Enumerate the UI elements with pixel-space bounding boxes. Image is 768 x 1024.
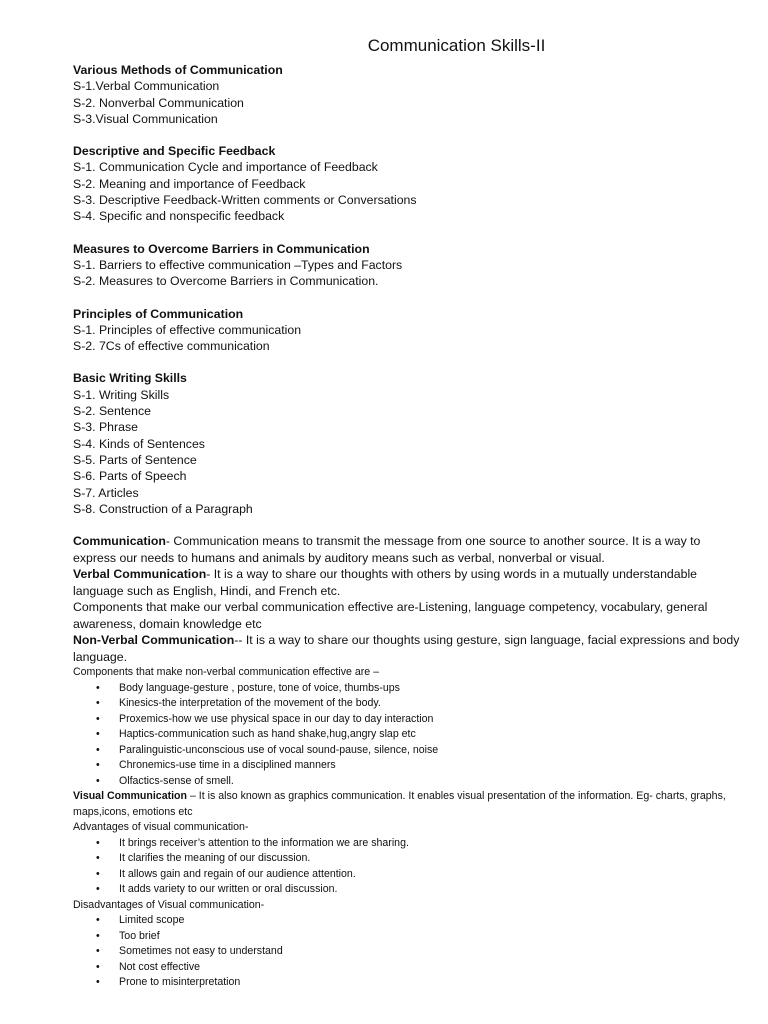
section-principles — [73, 306, 740, 355]
section-item: S-1. Barriers to effective communication –Types and Factors — [73, 257, 403, 272]
section-feedback — [73, 143, 740, 224]
list-item: • It clarifies the meaning of our discussion. — [96, 851, 740, 867]
visual-definition: – It is also known as graphics communication. It enables visual presentation of the information. Eg- charts, graphs, maps,icons, emotions etc — [73, 790, 726, 818]
disadvantages-list — [73, 913, 740, 991]
list-item: • Prone to misinterpretation — [96, 975, 740, 991]
nonverbal-list — [73, 681, 740, 790]
section-item: S-1. Principles of effective communication — [73, 322, 302, 337]
section-item: S-8. Construction of a Paragraph — [73, 501, 253, 516]
list-item: • Haptics-communication such as hand shake,hug,angry slap etc — [96, 727, 740, 743]
section-item: S-2. Measures to Overcome Barriers in Communication. — [73, 274, 379, 289]
communication-definition: - Communication means to transmit the message from one source to another source. It is a way to express our needs to humans and animals by auditory means such as verbal, nonverbal or visual. — [73, 534, 701, 565]
list-item: • It allows gain and regain of our audience attention. — [96, 867, 740, 883]
section-heading: Descriptive and Specific Feedback — [73, 144, 276, 159]
page-title: Communication Skills-II — [367, 36, 546, 55]
nonverbal-paragraph — [73, 632, 740, 665]
visual-paragraph — [73, 789, 740, 820]
list-item: • Kinesics-the interpretation of the movement of the body. — [96, 696, 740, 712]
list-item: • Paralinguistic-unconscious use of vocal sound-pause, silence, noise — [96, 743, 740, 759]
section-item: S-7. Articles — [73, 485, 139, 500]
section-item: S-4. Kinds of Sentences — [73, 436, 205, 451]
list-item: • It brings receiver’s attention to the information we are sharing. — [96, 836, 740, 852]
list-item: • Sometimes not easy to understand — [96, 944, 740, 960]
section-item: S-2. Meaning and importance of Feedback — [73, 176, 306, 191]
disadvantages-intro: Disadvantages of Visual communication- — [73, 898, 265, 911]
section-item: S-1.Verbal Communication — [73, 79, 220, 94]
list-item: • Not cost effective — [96, 960, 740, 976]
section-item: S-1. Communication Cycle and importance of Feedback — [73, 160, 378, 175]
section-methods — [73, 62, 740, 127]
section-item: S-3. Phrase — [73, 420, 138, 435]
section-item: S-3.Visual Communication — [73, 111, 218, 126]
section-heading: Various Methods of Communication — [73, 63, 283, 77]
section-item: S-2. Sentence — [73, 404, 151, 419]
list-item: • Chronemics-use time in a disciplined manners — [96, 758, 740, 774]
section-heading: Measures to Overcome Barriers in Communication — [73, 241, 370, 256]
verbal-paragraph — [73, 566, 740, 599]
section-heading: Principles of Communication — [73, 306, 244, 321]
section-item: S-4. Specific and nonspecific feedback — [73, 209, 285, 224]
list-item: • Proxemics-how we use physical space in our day to day interaction — [96, 712, 740, 728]
term-visual-communication: Visual Communication — [73, 790, 188, 803]
list-item: • Too brief — [96, 929, 740, 945]
section-barriers — [73, 241, 740, 290]
section-heading: Basic Writing Skills — [73, 371, 187, 386]
section-item: S-2. Nonverbal Communication — [73, 95, 244, 110]
list-item: • It adds variety to our written or oral discussion. — [96, 882, 740, 898]
term-communication: Communication — [73, 534, 166, 549]
verbal-definition: - It is a way to share our thoughts with others by using words in a mutually understandable language such as English, Hindi, and French etc. — [73, 567, 698, 598]
term-nonverbal-communication: Non-Verbal Communication — [73, 633, 235, 648]
communication-paragraph — [73, 533, 740, 566]
advantages-list — [73, 836, 740, 898]
verbal-components: Components that make our verbal communication effective are-Listening, language competency, vocabulary, general awareness, domain knowledge etc — [73, 600, 708, 631]
nonverbal-definition: -- It is a way to share our thoughts using gesture, sign language, facial expressions and body language. — [73, 633, 740, 664]
section-item: S-1. Writing Skills — [73, 387, 170, 402]
section-writing-skills — [73, 370, 740, 517]
list-item: • Body language-gesture , posture, tone of voice, thumbs-ups — [96, 681, 740, 697]
section-item: S-5. Parts of Sentence — [73, 452, 197, 467]
list-item: • Limited scope — [96, 913, 740, 929]
advantages-intro: Advantages of visual communication- — [73, 821, 249, 834]
section-item: S-6. Parts of Speech — [73, 469, 187, 484]
section-item: S-3. Descriptive Feedback-Written comments or Conversations — [73, 193, 417, 208]
term-verbal-communication: Verbal Communication — [73, 567, 207, 582]
nonverbal-components-intro: Components that make non-verbal communication effective are – — [73, 666, 380, 679]
list-item: • Olfactics-sense of smell. — [96, 774, 740, 790]
section-item: S-2. 7Cs of effective communication — [73, 339, 270, 354]
